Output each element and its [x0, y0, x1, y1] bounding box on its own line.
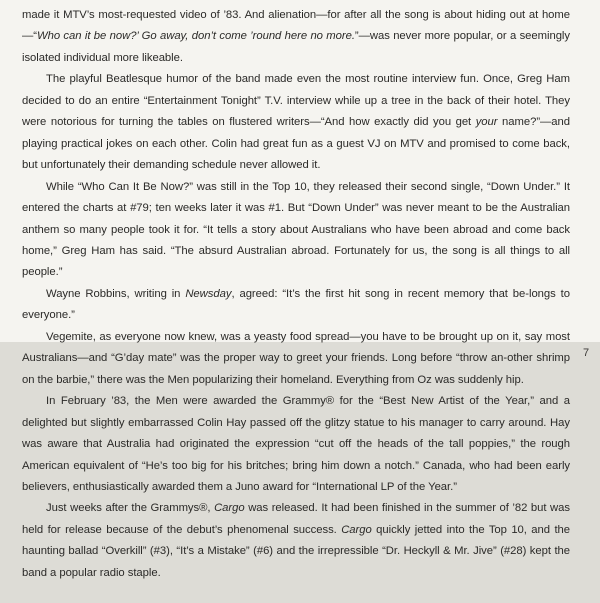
paragraph-4-publication: Newsday: [185, 287, 232, 300]
paragraph-2-text-a: The playful Beatlesque humor of the band made even the most routine interview fun. Once, Greg Ham decided to do an entire “Entertainment Tonight” T.V. interview while up a tree in the back of their hotel. They were notorious for turning the tables on flustered writers—“And how exactly did you get: [22, 73, 570, 129]
paragraph-1-text-b: ”—was never more popular, or a seemingly isolated individual more likeable.: [22, 30, 570, 64]
paragraph-1-text-a: made it MTV’s most-requested video of ’83. And alienation—for after all the song is about hiding out at home—“: [22, 9, 570, 43]
paragraph-7-text-a: Just weeks after the Grammys®,: [46, 502, 215, 515]
paragraph-4-text-b: , agreed: “It’s the first hit song in recent memory that be-longs to everyone.”: [22, 287, 570, 322]
paragraph-3: While “Who Can It Be Now?” was still in the Top 10, they released their second single, “Down Under.” It entered the charts at #79; ten weeks later it was #1. But “Down Under” was never meant to be the Australian anthem so many people took it for. “It tells a story about Australians who have been abroad and come back home,” Greg Ham has said. “The absurd Australian abroad. Fortunately for us, the song is all things to all people.”: [22, 180, 570, 279]
paragraph-2-text-b: name?”—and playing practical jokes on each other. Colin had great fun as a guest VJ on MTV and promised to come back, but unfortunately their demanding schedule never allowed it.: [22, 116, 570, 172]
page-number: 7: [583, 347, 590, 359]
paragraph-7-album-title-2: Cargo: [341, 523, 372, 536]
paragraph-6: In February ’83, the Men were awarded the Grammy® for the “Best New Artist of the Year,” and a delighted but slightly embarrassed Colin Hay passed off the glitzy statue to his manager to carry around. Hay was aware that Australia had originated the expression “cut off the heads of the tall poppies,” the rough American equivalent of “He’s too big for his britches; bring him down a notch.” Canada, who had been early believers, enthusiastically awarded them a Juno award for “International LP of the Year.”: [22, 395, 570, 493]
paragraph-7-text-c: quickly jetted into the Top 10, and the haunting ballad “Overkill” (#3), “It’s a Mistake” (#6) and the irrepressible “Dr. Heckyll & Mr. Jive” (#28) kept the band a popular radio staple.: [22, 523, 571, 579]
paragraph-7-album-title: Cargo: [214, 502, 245, 515]
article-body: [22, 5, 570, 584]
paragraph-1: [22, 5, 570, 69]
paragraph-2: [22, 69, 570, 176]
paragraph-7-text-b: was released. It had been finished in the summer of ’82 but was held for release because of the debut’s phenomenal success.: [22, 502, 570, 536]
paragraph-4-text-a: Wayne Robbins, writing in: [46, 287, 186, 300]
paragraph-1-quote: Who can it be now?’ Go away, don’t come ’round here no more.: [36, 30, 355, 43]
paragraph-7: [22, 498, 570, 584]
paragraph-2-emphasis: your: [475, 116, 498, 129]
paragraph-5: Vegemite, as everyone now knew, was a yeasty food spread—you have to be brought up on it, say most Australians—and “G’day mate” was the proper way to greet your friends. Long before “throw an-other shrimp on the barbie,” there was the Men popularizing their homeland. Everything from Oz was suddenly hip.: [22, 330, 570, 386]
paragraph-4: [22, 284, 570, 327]
